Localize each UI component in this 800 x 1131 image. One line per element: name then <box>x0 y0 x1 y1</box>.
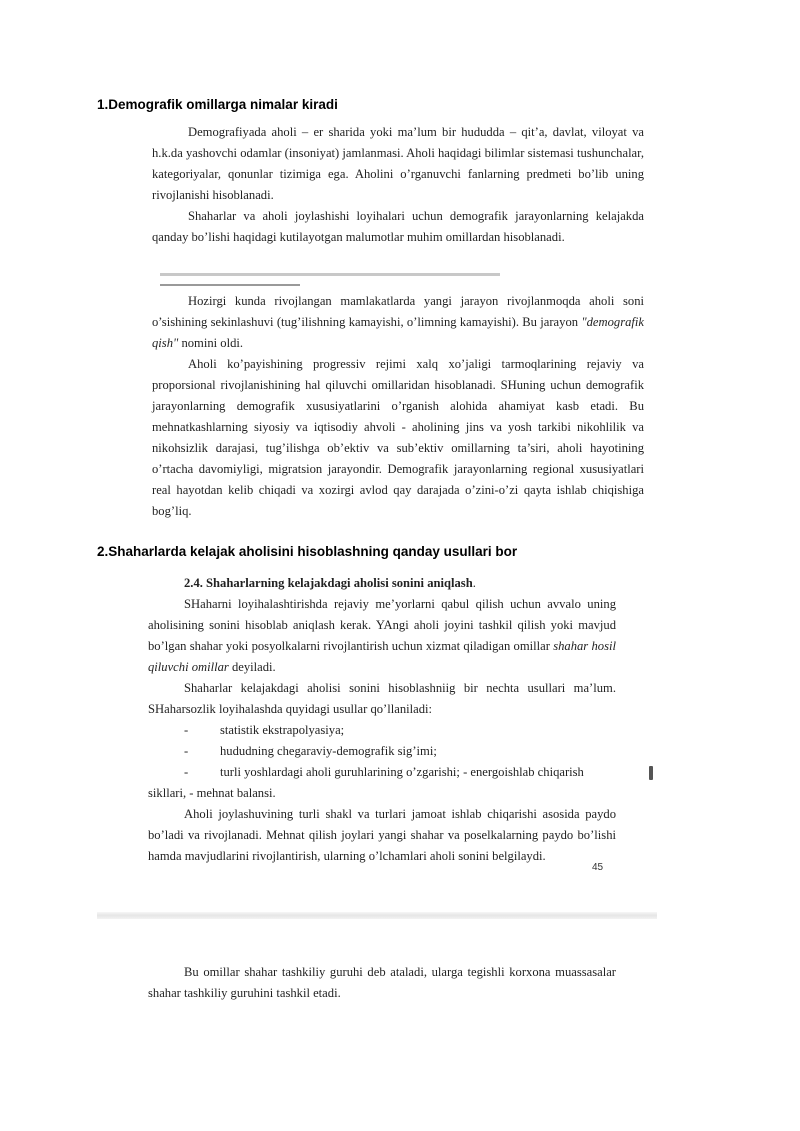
paragraph-methods-intro: Shaharlar kelajakdagi aholisi sonini hisoblashniig bir nechta usullari ma’lum. SHaharsozlik loyihalashda quyidagi usullar qo’llaniladi: <box>148 681 616 716</box>
term-demografik-qish: "demografik qish" <box>152 315 644 350</box>
term-shahar-hosil: shahar hosil qiluvchi omillar <box>148 639 616 674</box>
scrollbar-thumb[interactable] <box>649 766 653 780</box>
paragraph-demographic-projections: Shaharlar va aholi joylashishi loyihalari uchun demografik jarayonlarning kelajakda qanday bo’lishi haqidagi kutilayotgan malumotlar muhim omillardan hisoblanadi. <box>152 209 644 244</box>
paragraph-progressive-regime: Aholi ko’payishining progressiv rejimi xalq xo’jaligi tarmoqlarining rejaviy va proporsional rivojlanishining hal qiluvchi omillaridan hisoblanadi. SHuning uchun demografik jarayonlarning demografik xususiyatlarini o’rganish alohida ahamiyat kasb etadi. Bu mehnatkashlarning siyosiy va iqtisodiy ahvoli - aholining jins va yosh tarkibi nikohlilik va nikohsizlik darajasi, tug’ilishga ob’ektiv va sub’ektiv omillarning ta’siri, aholi hayotining o’rtacha davomiyligi, migratsion jarayondir. Demografik jarayonlarning regional xususiyatlari real hayotdan kelib chiqadi va xozirgi avlod qay darajada o’zini-o’zi qayta ishlab chiqishiga bog’liq. <box>152 357 644 518</box>
paragraph-settlement-forms: Aholi joylashuvining turli shakl va turlari jamoat ishlab chiqarishi asosida paydo bo’ladi va rivojlanadi. Mehnat qilish joylari yangi shahar va poselkalarning paydo bo’lishi hamda mavjudlarini rivojlantirish, ularning o’lchamlari aholi sonini belgilaydi. <box>148 807 616 863</box>
scan-excerpt-1 <box>152 122 644 248</box>
paragraph-demographic-winter: Hozirgi kunda rivojlangan mamlakatlarda yangi jarayon rivojlanmoqda aholi soni o’sishining sekinlashuvi (tug’ilishning kamayishi, o’limning kamayishi). Bu jarayon "demografik qish" nomini oldi. <box>152 294 644 350</box>
question-2-heading: 2.Shaharlarda kelajak aholisini hisoblashning qanday usullari bor <box>97 544 518 559</box>
scan-excerpt-3 <box>148 573 616 867</box>
section-title: 2.4. Shaharlarning kelajakdagi aholisi sonini aniqlash. <box>184 576 476 590</box>
question-1-heading: 1.Demografik omillarga nimalar kiradi <box>97 97 338 112</box>
list-item: - statistik ekstrapolyasiya; <box>184 723 345 737</box>
paragraph-city-organizing-group: Bu omillar shahar tashkiliy guruhi deb ataladi, ularga tegishli korxona muassasalar shahar tashkiliy guruhini tashkil etadi. <box>148 965 616 1000</box>
list-item: - turli yoshlardagi aholi guruhlarining o’zgarishi; - energoishlab chiqarish <box>184 765 584 779</box>
page-number: 45 <box>592 862 604 873</box>
page-break-divider <box>97 912 657 919</box>
scan-excerpt-4 <box>148 962 616 1004</box>
paragraph-city-forming-factors: SHaharni loyihalashtirishda rejaviy me’yorlarni qabul qilish uchun avvalo uning aholisining sonini hisoblab aniqlash kerak. YAngi aholi joyini tashkil qilish yoki mavjud bo’lgan shahar yoki posyolkalarni rivojlantirish uchun xizmat qiladigan omillar shahar hosil qiluvchi omillar deyiladi. <box>148 597 616 674</box>
scan-excerpt-2 <box>152 291 644 522</box>
list-continuation: sikllari, - mehnat balansi. <box>148 786 276 800</box>
paragraph-aholi-definition: Demografiyada aholi – er sharida yoki ma’lum bir hududda – qit’a, davlat, viloyat va h.k.da yashovchi odamlar (insoniyat) jamlanmasi. Aholi haqidagi bilimlar sistemasi tushunchalar, kategoriyalar, qonunlar tizimiga ega. Aholini o’rganuvchi fanlarning predmeti bo’lib uning rivojlanishi hisoblanadi. <box>152 125 644 202</box>
list-item: - hududning chegaraviy-demografik sig’imi; <box>184 744 437 758</box>
cropped-text-line <box>160 272 500 286</box>
